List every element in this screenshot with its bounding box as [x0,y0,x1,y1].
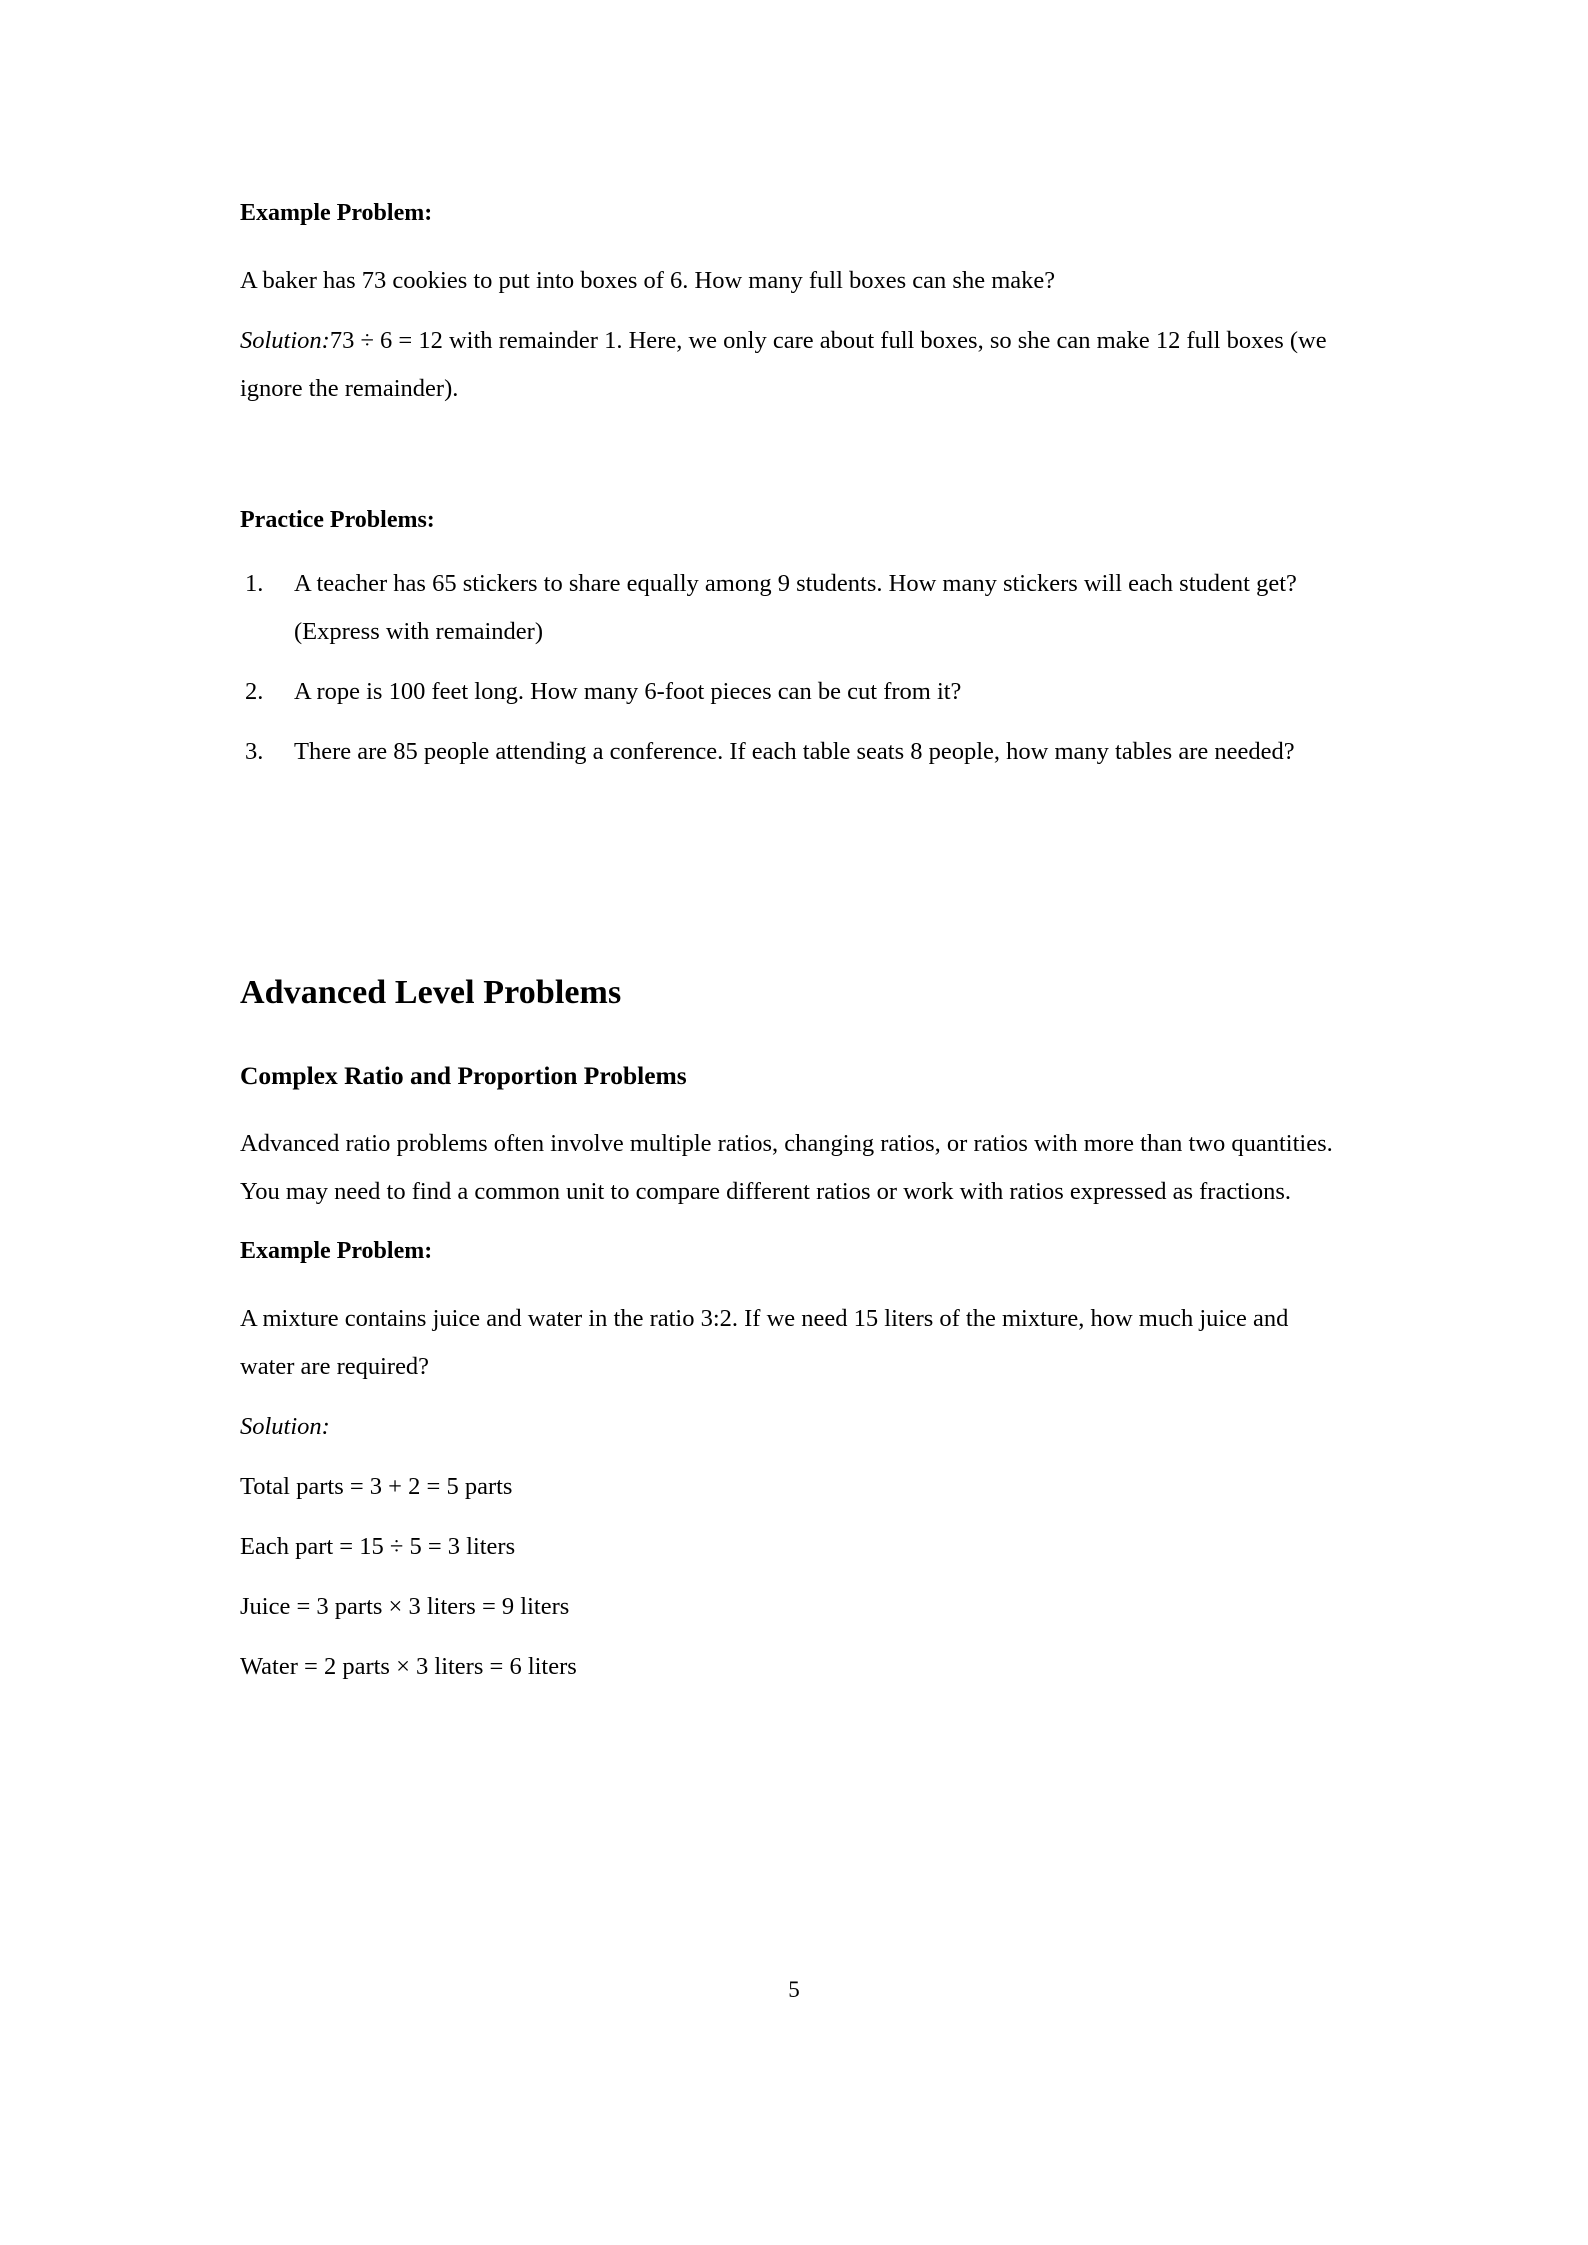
example-solution-basic [240,317,1348,413]
top-margin-spacer [240,0,1348,198]
complex-ratio-subheading: Complex Ratio and Proportion Problems [240,1060,687,1090]
solution-step-juice: Juice = 3 parts × 3 liters = 9 liters [240,1593,570,1621]
example-question-basic: A baker has 73 cookies to put into boxes of 6. How many full boxes can she make? [240,267,1056,295]
solution-label-basic: Solution: [240,327,330,355]
solution-step-water: Water = 2 parts × 3 liters = 6 liters [240,1653,577,1681]
page-number: 5 [788,1977,800,2002]
spacer [240,1015,1348,1059]
example-problem-heading-basic: Example Problem: [240,200,433,226]
solution-text-basic: 73 ÷ 6 = 12 with remainder 1. Here, we only care about full boxes, so she can make 12 full boxes (we ignore the remainder). [240,327,1327,403]
spacer [240,1511,1348,1523]
practice-problems-heading: Practice Problems: [240,507,435,534]
list-item: There are 85 people attending a conference. If each table seats 8 people, how many tables are needed? [294,738,1295,766]
spacer [240,413,1348,505]
spacer [240,536,1348,560]
page-content [240,0,1348,1691]
advanced-level-problems-title: Advanced Level Problems [240,974,622,1012]
solution-label-advanced [240,1403,1348,1451]
spacer [240,1451,1348,1463]
spacer [240,1092,1348,1120]
solution-step-each-part: Each part = 15 ÷ 5 = 3 liters [240,1533,516,1561]
spacer [240,305,1348,317]
practice-problems-list [240,560,1348,776]
spacer [240,1267,1348,1295]
spacer [240,1631,1348,1643]
solution-label-advanced-text: Solution: [240,1413,330,1441]
spacer [240,776,1348,972]
list-item: A rope is 100 feet long. How many 6-foot pieces can be cut from it? [294,678,962,706]
example-problem-heading-advanced: Example Problem: [240,1238,433,1265]
list-item: A teacher has 65 stickers to share equally among 9 students. How many stickers will each student get? (Express with remainder) [294,570,1297,646]
advanced-intro-paragraph: Advanced ratio problems often involve multiple ratios, changing ratios, or ratios with more than two quantities. You may need to find a common unit to compare different ratios or work with ratios expressed as fractions. [240,1130,1333,1206]
spacer [240,1216,1348,1236]
example-question-advanced: A mixture contains juice and water in the ratio 3:2. If we need 15 liters of the mixture, how much juice and water are required? [240,1305,1289,1381]
solution-step-total-parts: Total parts = 3 + 2 = 5 parts [240,1473,513,1501]
spacer [240,229,1348,257]
spacer [240,1571,1348,1583]
spacer [240,1391,1348,1403]
